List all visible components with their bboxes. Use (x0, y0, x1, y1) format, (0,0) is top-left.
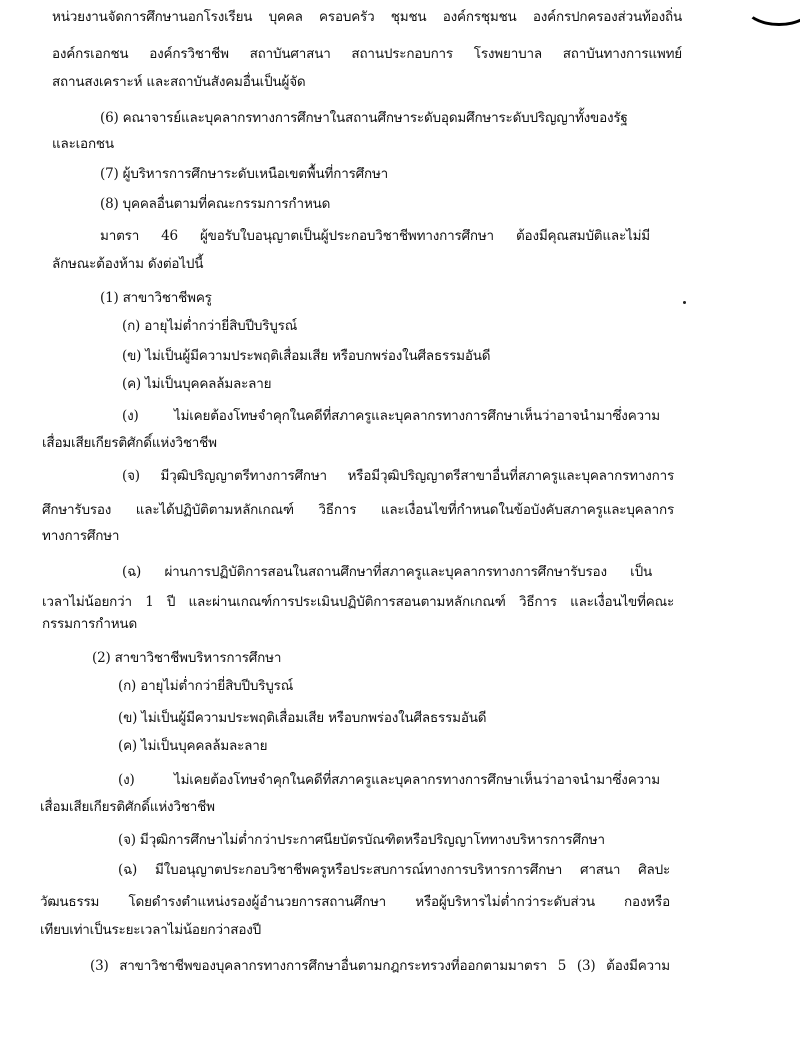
text-line: ทางการศึกษา (42, 528, 120, 544)
text-line: (ค) ไม่เป็นบุคคลล้มละลาย (118, 738, 268, 754)
text-line: หน่วยงานจัดการศึกษานอกโรงเรียน บุคคล ครอบครัว ชุมชน องค์กรชุมชน องค์กรปกครองส่วนท้องถิ่น (52, 9, 682, 25)
scan-speck (683, 301, 686, 304)
text-line: (ง) ไม่เคยต้องโทษจำคุกในคดีที่สภาครูและบุคลากรทางการศึกษาเห็นว่าอาจนำมาซึ่งความ (122, 408, 660, 424)
text-line: (ฉ) มีใบอนุญาตประกอบวิชาชีพครูหรือประสบการณ์ทางการบริหารการศึกษา ศาสนา ศิลปะ (118, 862, 670, 878)
text-line: เสื่อมเสียเกียรติศักดิ์แห่งวิชาชีพ (40, 799, 215, 815)
text-line: และเอกชน (52, 136, 114, 152)
text-line: (จ) มีวุฒิปริญญาตรีทางการศึกษา หรือมีวุฒิปริญญาตรีสาขาอื่นที่สภาครูและบุคลากรทางการ (122, 468, 674, 484)
text-line: (6) คณาจารย์และบุคลากรทางการศึกษาในสถานศึกษาระดับอุดมศึกษาระดับปริญญาทั้งของรัฐ (100, 110, 628, 126)
text-line: ลักษณะต้องห้าม ดังต่อไปนี้ (52, 256, 204, 272)
text-line: (ข) ไม่เป็นผู้มีความประพฤติเสื่อมเสีย หรือบกพร่องในศีลธรรมอันดี (122, 348, 491, 364)
text-line: (ก) อายุไม่ต่ำกว่ายี่สิบปีบริบูรณ์ (122, 318, 298, 334)
scan-corner-mark (744, 0, 800, 26)
text-line: (7) ผู้บริหารการศึกษาระดับเหนือเขตพื้นที่การศึกษา (100, 166, 389, 182)
text-line: (ฉ) ผ่านการปฏิบัติการสอนในสถานศึกษาที่สภาครูและบุคลากรทางการศึกษารับรอง เป็น (122, 564, 652, 580)
text-line: เทียบเท่าเป็นระยะเวลาไม่น้อยกว่าสองปี (40, 922, 261, 938)
text-line: (ก) อายุไม่ต่ำกว่ายี่สิบปีบริบูรณ์ (118, 678, 294, 694)
text-line: กรรมการกำหนด (42, 616, 138, 632)
text-line: สถานสงเคราะห์ และสถาบันสังคมอื่นเป็นผู้จัด (52, 74, 306, 90)
text-line: (ง) ไม่เคยต้องโทษจำคุกในคดีที่สภาครูและบุคลากรทางการศึกษาเห็นว่าอาจนำมาซึ่งความ (118, 772, 660, 788)
text-line: (3) สาขาวิชาชีพของบุคลากรทางการศึกษาอื่นตามกฎกระทรวงที่ออกตามมาตรา 5 (3) ต้องมีความ (90, 958, 670, 974)
text-line: เวลาไม่น้อยกว่า 1 ปี และผ่านเกณฑ์การประเมินปฏิบัติการสอนตามหลักเกณฑ์ วิธีการ และเงื่อนไขที่คณะ (42, 594, 674, 610)
text-line: (1) สาขาวิชาชีพครู (100, 290, 212, 306)
text-line: (2) สาขาวิชาชีพบริหารการศึกษา (92, 650, 282, 666)
text-line: (จ) มีวุฒิการศึกษาไม่ต่ำกว่าประกาศนียบัตรบัณฑิตหรือปริญญาโททางบริหารการศึกษา (118, 832, 605, 848)
text-line: (ค) ไม่เป็นบุคคลล้มละลาย (122, 376, 272, 392)
text-line: เสื่อมเสียเกียรติศักดิ์แห่งวิชาชีพ (42, 435, 217, 451)
text-line: (ข) ไม่เป็นผู้มีความประพฤติเสื่อมเสีย หรือบกพร่องในศีลธรรมอันดี (118, 710, 487, 726)
text-line: องค์กรเอกชน องค์กรวิชาชีพ สถาบันศาสนา สถานประกอบการ โรงพยาบาล สถาบันทางการแพทย์ (52, 46, 682, 62)
text-line: วัฒนธรรม โดยดำรงตำแหน่งรองผู้อำนวยการสถานศึกษา หรือผู้บริหารไม่ต่ำกว่าระดับส่วน กองหรือ (40, 894, 670, 910)
section-heading: มาตรา 46 ผู้ขอรับใบอนุญาตเป็นผู้ประกอบวิชาชีพทางการศึกษา ต้องมีคุณสมบัติและไม่มี (100, 228, 650, 244)
text-line: (8) บุคคลอื่นตามที่คณะกรรมการกำหนด (100, 196, 331, 212)
text-line: ศึกษารับรอง และได้ปฏิบัติตามหลักเกณฑ์ วิธีการ และเงื่อนไขที่กำหนดในข้อบังคับสภาครูและบุคลากร (42, 502, 674, 518)
